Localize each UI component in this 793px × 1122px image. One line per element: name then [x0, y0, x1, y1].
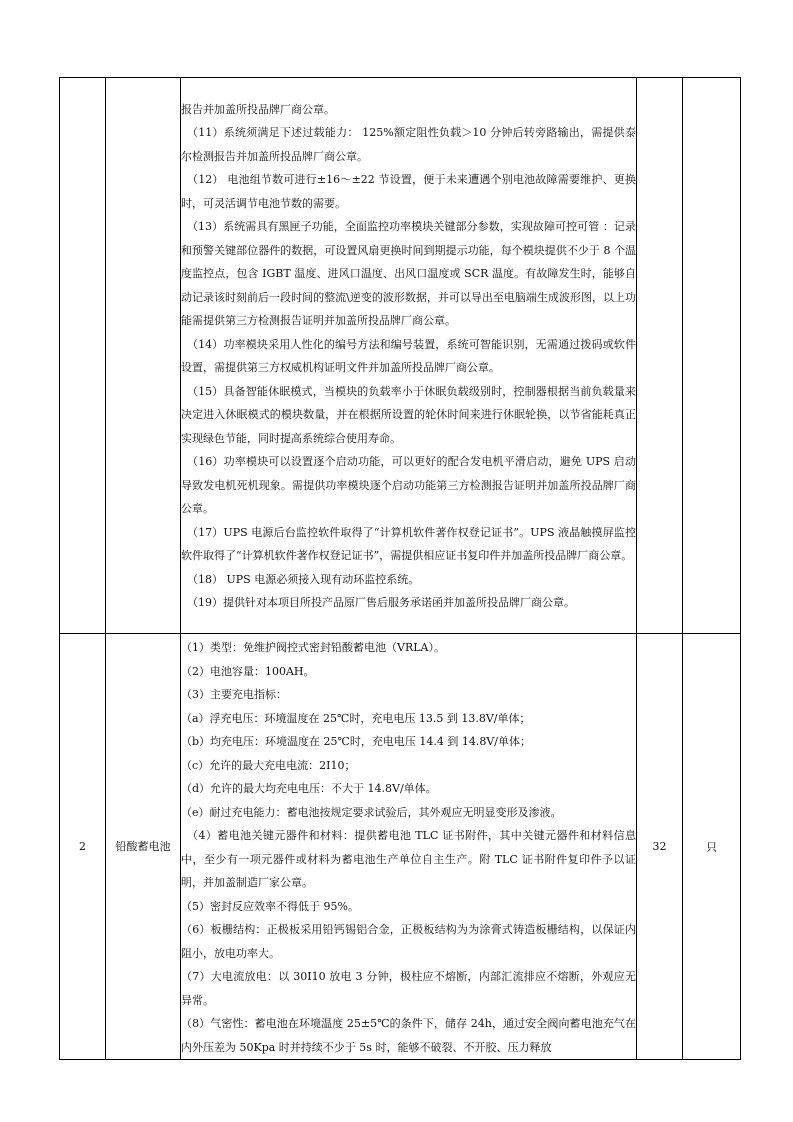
item-unit-cell: 只: [683, 634, 741, 1060]
spec-paragraph: （6）板栅结构：正极板采用铅钙锡铝合金，正极板结构为为涂膏式铸造板栅结构，以保证内阻小，放电功率大。: [181, 923, 636, 960]
item-name-cell: 铅酸蓄电池: [106, 634, 181, 1060]
item-unit-cell: [683, 78, 741, 634]
spec-paragraph: （4）蓄电池关键元器件和材料：提供蓄电池 TLC 证书附件，其中关键元器件和材料信息中，至少有一项元器件或材料为蓄电池生产单位自主生产。附 TLC 证书附件复印件予以证明，并加盖制造厂家公章。: [181, 829, 636, 889]
table-row: [60, 78, 741, 634]
spec-paragraph: （1）类型：免维护阀控式密封铅酸蓄电池（VRLA）。: [181, 641, 445, 654]
item-spec-cell: [181, 78, 637, 634]
spec-paragraph: （16）功率模块可以设置逐个启动功能，可以更好的配合发电机平滑启动，避免 UPS 启动导致发电机死机现象。需提供功率模块逐个启动功能第三方检测报告证明并加盖所投品牌厂商公章。: [181, 455, 636, 515]
spec-paragraph: （8）气密性：蓄电池在环境温度 25±5℃的条件下，储存 24h，通过安全阀向蓄电池充气在内外压差为 50Kpa 时并持续不少于 5s 时，能够不破裂、不开胶、压力释放: [181, 1017, 636, 1054]
spec-paragraph: 报告并加盖所投品牌厂商公章。: [181, 102, 335, 116]
spec-table: [59, 77, 741, 1060]
spec-paragraph: （15）具备智能休眠模式，当模块的负载率小于休眠负载级别时，控制器根据当前负载量来决定进入休眠模式的模块数量，并在根据所设置的轮休时间来进行休眠轮换，以节省能耗真正实现绿色节能，同时提高系统综合使用寿命。: [181, 384, 636, 445]
spec-paragraph: （d）允许的最大均充电电压：不大于 14.8V/单体。: [181, 782, 437, 795]
spec-paragraph: （19）提供针对本项目所投产品原厂售后服务承诺函并加盖所投品牌厂商公章。: [187, 596, 575, 609]
spec-paragraph: （e）耐过充电能力：蓄电池按规定要求试验后，其外观应无明显变形及渗液。: [181, 805, 562, 819]
spec-paragraph: （2）电池容量：100AH。: [181, 664, 315, 678]
item-quantity-cell: [637, 78, 683, 634]
table-row: [60, 634, 741, 1060]
spec-paragraph: （a）浮充电压：环境温度在 25℃时，充电电压 13.5 到 13.8V/单体；: [181, 711, 531, 725]
spec-paragraph: （17）UPS 电源后台监控软件取得了“计算机软件著作权登记证书”。UPS 液晶触摸屏监控软件取得了“计算机软件著作权登记证书”，需提供相应证书复印件并加盖所投品牌厂商公章。: [181, 525, 636, 562]
item-number-cell: 2: [60, 634, 106, 1060]
item-quantity-cell: 32: [637, 634, 683, 1060]
spec-paragraph: （3）主要充电指标：: [181, 688, 287, 701]
spec-paragraph: （14）功率模块采用人性化的编号方法和编号装置，系统可智能识别，无需通过拨码或软件设置，需提供第三方权威机构证明文件并加盖所投品牌厂商公章。: [181, 337, 636, 374]
spec-paragraph: （11）系统须满足下述过载能力： 125%额定阻性负载＞10 分钟后转旁路输出，需提供泰尔检测报告并加盖所投品牌厂商公章。: [181, 126, 636, 163]
spec-paragraph: （7）大电流放电：以 30I10 放电 3 分钟，极柱应不熔断，内部汇流排应不熔断，外观应无异常。: [181, 970, 636, 1007]
spec-paragraph: （5）密封反应效率不得低于 95%。: [181, 899, 359, 913]
item-name-cell: [106, 78, 181, 634]
item-number-cell: [60, 78, 106, 634]
spec-paragraph: （18） UPS 电源必须接入现有动环监控系统。: [187, 572, 420, 586]
spec-paragraph: （13）系统需具有黑匣子功能，全面监控功率模块关键部分参数，实现故障可控可管 ：记录和预警关键部位器件的数据，可设置风扇更换时间到期提示功能，每个模块提供不少于 8 个温度监控点，包含 IGBT 温度、进风口温度、出风口温度或 SCR 温度。有故障发生时，能够自动记录该时刻前后一段时间的整流\逆变的波形数据，并可以导出至电脑端生成波形图，以上功能需提供第三方检测报告证明并加盖所投品牌厂商公章。: [181, 220, 636, 327]
item-spec-cell: [181, 634, 637, 1060]
spec-paragraph: （b）均充电压：环境温度在 25℃时，充电电压 14.4 到 14.8V/单体；: [181, 735, 531, 748]
spec-paragraph: （c）允许的最大充电电流：2I10；: [181, 758, 356, 772]
spec-paragraph: （12） 电池组节数可进行±16～±22 节设置，便于未来遭遇个别电池故障需要维护、更换时，可灵活调节电池节数的需要。: [181, 173, 636, 210]
